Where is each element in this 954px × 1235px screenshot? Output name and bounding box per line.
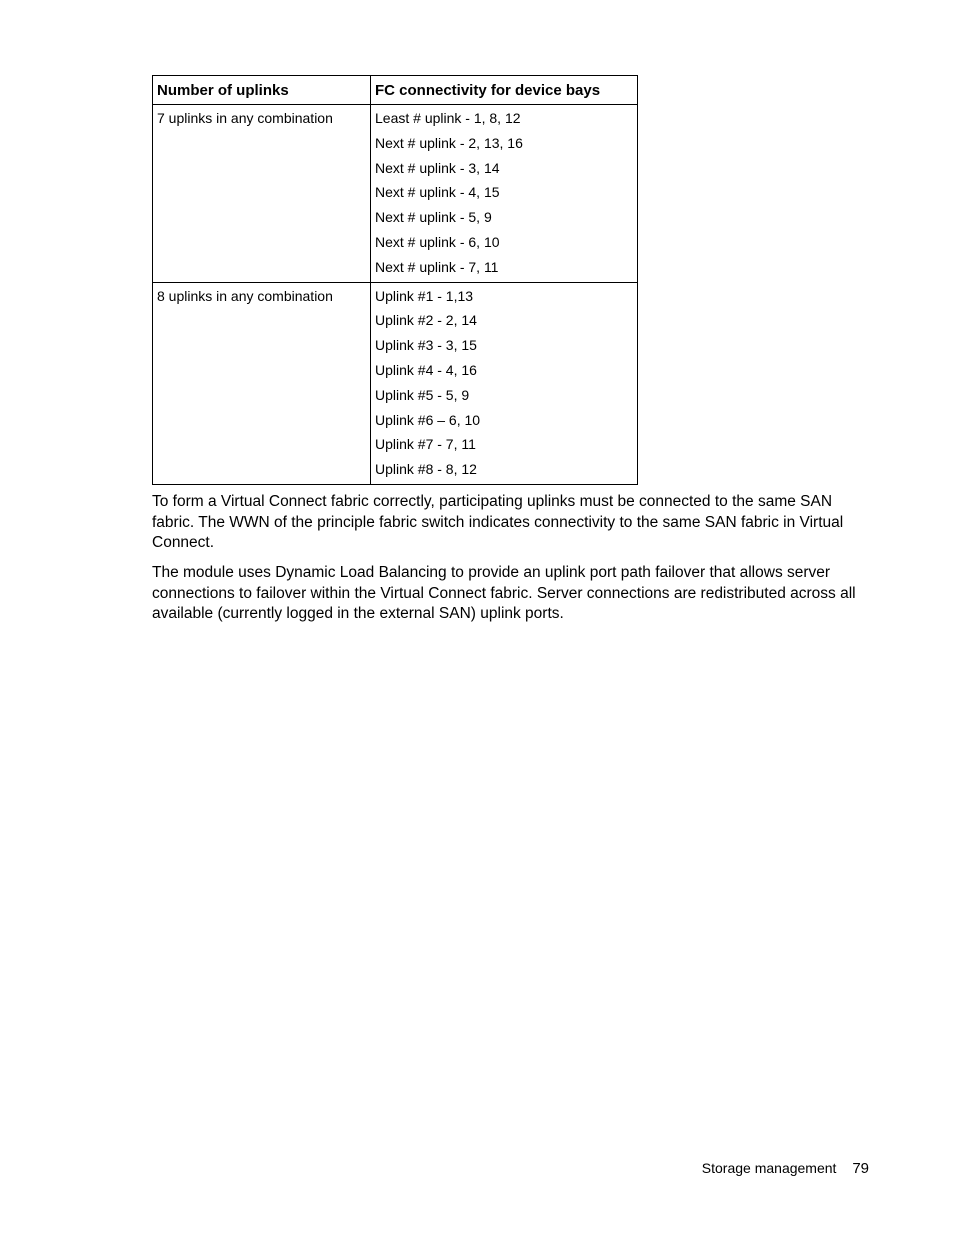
table-row: [153, 105, 638, 283]
header-number-of-uplinks: Number of uplinks: [153, 76, 371, 105]
connectivity-item: Next # uplink - 2, 13, 16: [375, 134, 523, 151]
connectivity-item: Uplink #1 - 1,13: [375, 287, 474, 304]
connectivity-item: Uplink #2 - 2, 14: [375, 312, 477, 329]
header-fc-connectivity: FC connectivity for device bays: [371, 76, 638, 105]
table-row: [153, 282, 638, 484]
connectivity-item: Uplink #4 - 4, 16: [375, 361, 477, 378]
uplink-connectivity-table: [152, 75, 638, 485]
connectivity-item: Next # uplink - 6, 10: [375, 233, 500, 250]
connectivity-item: Next # uplink - 5, 9: [375, 209, 492, 226]
page-footer: [702, 1158, 869, 1179]
connectivity-item: Uplink #3 - 3, 15: [375, 337, 477, 354]
connectivity-item: Next # uplink - 7, 11: [375, 258, 499, 275]
body-paragraph-load-balancing: The module uses Dynamic Load Balancing to provide an uplink port path failover that allows server connections to failover within the Virtual Connect fabric. Server connections are redistributed across all available (currently logged in the external SAN) uplink ports.: [152, 564, 856, 623]
row-items-cell: [371, 282, 638, 484]
footer-section-title: Storage management: [701, 1160, 837, 1176]
connectivity-item: Uplink #8 - 8, 12: [375, 461, 477, 478]
connectivity-item: Uplink #7 - 7, 11: [375, 436, 476, 453]
connectivity-item: Least # uplink - 1, 8, 12: [375, 110, 521, 126]
connectivity-item: Uplink #6 – 6, 10: [375, 411, 481, 428]
table-header-row: [153, 76, 638, 105]
connectivity-item: Uplink #5 - 5, 9: [375, 386, 470, 403]
page-number: 79: [852, 1160, 869, 1177]
row-label-cell: [153, 105, 371, 283]
row-label: 7 uplinks in any combination: [157, 110, 333, 126]
connectivity-item: Next # uplink - 4, 15: [375, 184, 500, 201]
row-label-cell: [153, 282, 371, 484]
row-items-cell: [371, 105, 638, 283]
body-paragraph-fabric: To form a Virtual Connect fabric correctly, participating uplinks must be connected to the same SAN fabric. The WWN of the principle fabric switch indicates connectivity to the same SAN fabric in Virtual Connect.: [152, 493, 844, 552]
connectivity-item: Next # uplink - 3, 14: [375, 159, 500, 176]
row-label: 8 uplinks in any combination: [157, 287, 333, 304]
